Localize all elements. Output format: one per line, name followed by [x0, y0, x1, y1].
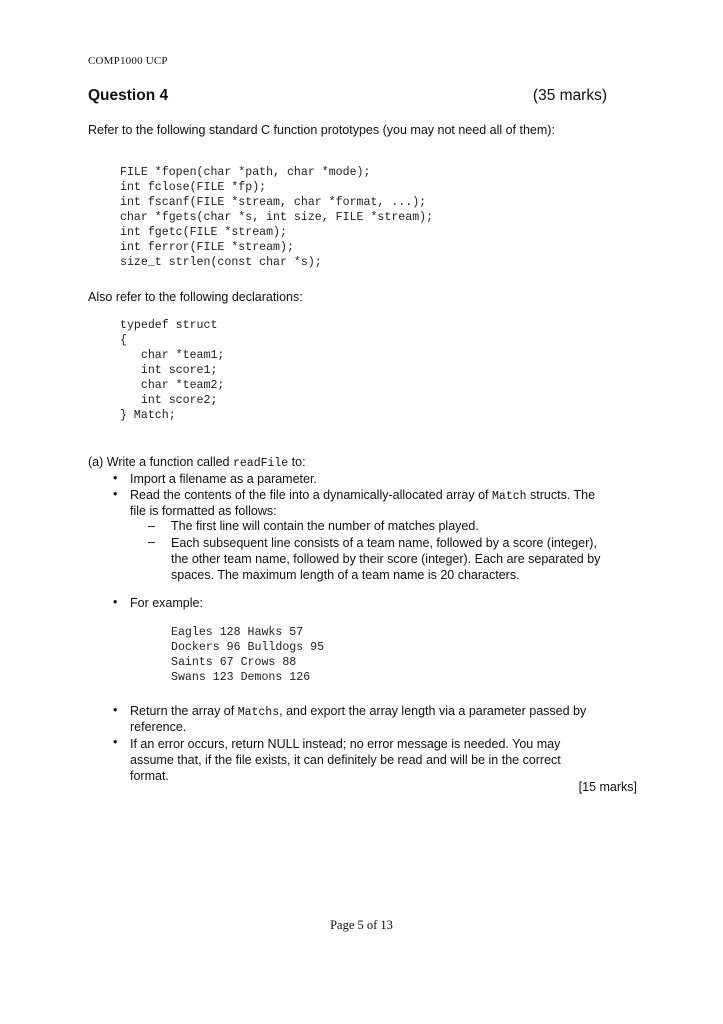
declarations-intro: Also refer to the following declarations: [88, 290, 303, 304]
bullet-4-line-2: reference. [130, 720, 187, 734]
bullet-5-line: format. [130, 769, 169, 783]
bullet-5-text [130, 736, 561, 784]
code-line: FILE *fopen(char *path, char *mode); [120, 166, 371, 179]
prototypes-code-block [120, 165, 433, 270]
code-line: int ferror(FILE *stream); [120, 241, 294, 254]
question-marks: (35 marks) [532, 87, 607, 104]
part-a-lead-end: to: [288, 455, 306, 469]
bullet-icon: • [113, 487, 118, 501]
bullet-icon: • [113, 471, 118, 485]
sub-bullet-2-line: the other team name, followed by their score (integer). Each are separated by [171, 552, 601, 566]
bullet-5-line: assume that, if the file exists, it can definitely be read and will be in the correct [130, 753, 561, 767]
course-code: COMP1000 UCP [88, 55, 168, 67]
sub-bullet-2-line: Each subsequent line consists of a team name, followed by a score (integer), [171, 536, 597, 550]
bullet-icon: • [113, 735, 118, 749]
inline-code-matchs: Matchs [237, 706, 280, 719]
bullet-2-text-post: structs. The [526, 488, 596, 502]
bullet-4-line-1 [130, 704, 586, 719]
code-line: int fclose(FILE *fp); [120, 181, 267, 194]
dash-icon: – [148, 519, 155, 533]
code-line: char *team2; [120, 379, 225, 392]
dash-icon: – [148, 535, 155, 549]
intro-text: Refer to the following standard C function prototypes (you may not need all of them): [88, 123, 555, 137]
declarations-code-block [120, 318, 224, 423]
bullet-2-text-pre: Read the contents of the file into a dynamically-allocated array of [130, 488, 493, 502]
part-a-lead-text: (a) Write a function called [88, 455, 233, 469]
bullet-3-text: For example: [130, 596, 203, 610]
code-line: char *team1; [120, 349, 225, 362]
example-line: Saints 67 Crows 88 [171, 656, 297, 669]
code-line: size_t strlen(const char *s); [120, 256, 322, 269]
bullet-icon: • [113, 595, 118, 609]
example-code-block [171, 625, 324, 685]
code-line: { [120, 334, 127, 347]
sub-bullet-2-text [171, 535, 600, 583]
bullet-4-text-post: , and export the array length via a parameter passed by [279, 704, 587, 718]
inline-code-match: Match [492, 490, 527, 503]
bullet-icon: • [113, 703, 118, 717]
bullet-2-line-1 [130, 488, 595, 503]
part-a-lead [88, 455, 306, 470]
bullet-1-text: Import a filename as a parameter. [130, 472, 317, 486]
code-line: int fgetc(FILE *stream); [120, 226, 287, 239]
code-line: int score1; [120, 364, 218, 377]
function-name: readFile [232, 457, 289, 470]
example-line: Swans 123 Demons 126 [171, 671, 311, 684]
code-line: int fscanf(FILE *stream, char *format, ...); [120, 196, 427, 209]
code-line: typedef struct [120, 319, 218, 332]
code-line: int score2; [120, 394, 218, 407]
page-number: Page 5 of 13 [330, 918, 393, 932]
code-line: char *fgets(char *s, int size, FILE *stream); [120, 211, 434, 224]
bullet-2-line-2: file is formatted as follows: [130, 504, 277, 518]
example-line: Eagles 128 Hawks 57 [171, 626, 304, 639]
bullet-5-line: If an error occurs, return NULL instead; no error message is needed. You may [130, 737, 561, 751]
bullet-4-text-pre: Return the array of [130, 704, 238, 718]
example-line: Dockers 96 Bulldogs 95 [171, 641, 325, 654]
code-line: } Match; [120, 409, 176, 422]
part-a-marks: [15 marks] [578, 780, 637, 794]
question-title: Question 4 [88, 87, 169, 104]
sub-bullet-2-line: spaces. The maximum length of a team name is 20 characters. [171, 568, 520, 582]
sub-bullet-1-text: The first line will contain the number of matches played. [171, 519, 479, 533]
